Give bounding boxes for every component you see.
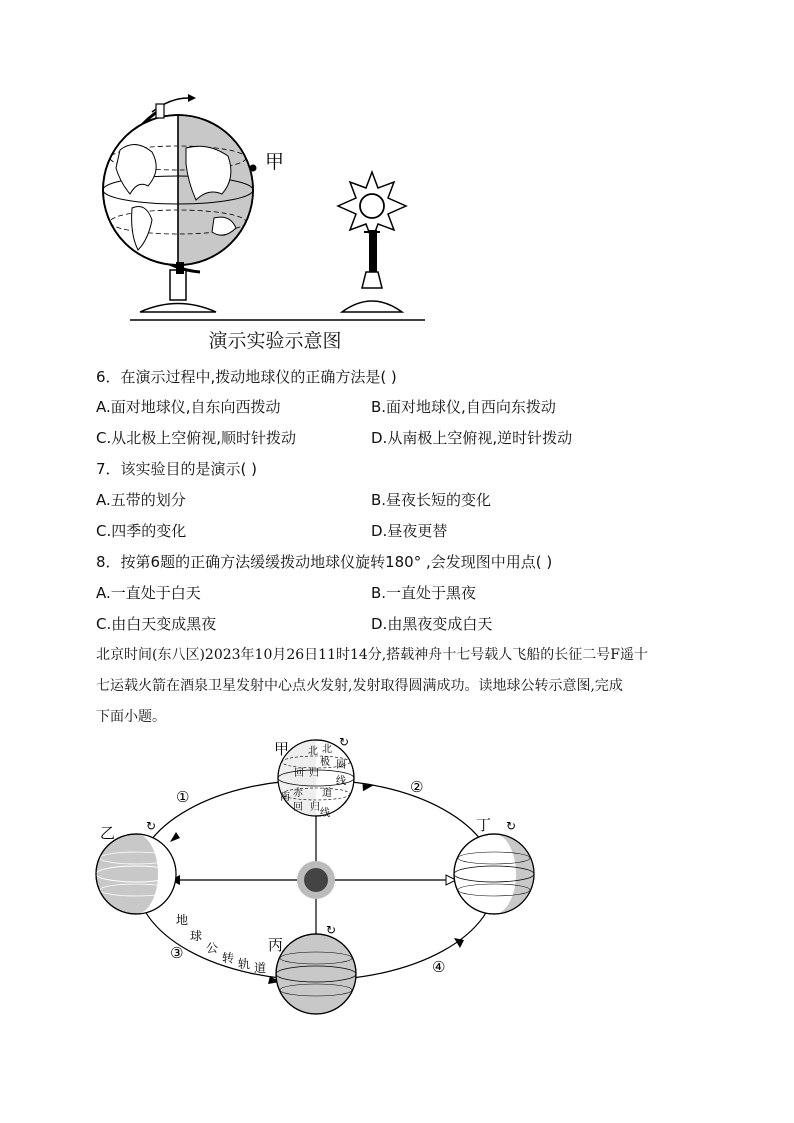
question-8-option-a: A.一直处于白天 xyxy=(96,584,201,602)
svg-text:线: 线 xyxy=(336,776,346,787)
svg-text:极: 极 xyxy=(320,757,330,768)
question-7-option-a: A.五带的划分 xyxy=(96,491,186,509)
passage-line-2: 七运载火箭在酒泉卫星发射中心点火发射,发射取得圆满成功。读地球公转示意图,完成 xyxy=(96,678,623,694)
globe xyxy=(103,115,253,265)
arc-label-4: ④ xyxy=(432,958,446,976)
position-jia-label: 甲 xyxy=(274,740,290,758)
svg-text:道: 道 xyxy=(254,961,267,975)
svg-text:圈: 圈 xyxy=(336,760,346,771)
reading-passage xyxy=(96,640,706,733)
question-8-option-b: B.一直处于黑夜 xyxy=(371,584,477,602)
earth-revolution-diagram xyxy=(88,738,548,1023)
svg-text:地: 地 xyxy=(176,913,189,927)
svg-text:轨: 轨 xyxy=(238,957,251,971)
demonstration-figure xyxy=(90,90,440,355)
passage-line-1: 北京时间(东八区)2023年10月26日11时14分,搭载神舟十七号载人飞船的长征二号F遥十 xyxy=(96,647,648,663)
point-jia-marker xyxy=(250,165,257,172)
svg-text:归: 归 xyxy=(309,768,319,779)
svg-text:转: 转 xyxy=(222,951,235,965)
svg-text:归: 归 xyxy=(310,802,320,813)
question-7-stem: 7．该实验目的是演示( ) xyxy=(96,460,258,478)
svg-text:北: 北 xyxy=(322,744,332,755)
svg-text:北: 北 xyxy=(308,746,318,757)
svg-text:南: 南 xyxy=(280,792,290,803)
position-ding-label: 丁 xyxy=(476,816,492,834)
earth-position-yi xyxy=(96,834,176,914)
arc-label-1: ① xyxy=(176,788,190,806)
svg-text:线: 线 xyxy=(320,808,330,819)
question-6-option-b: B.面对地球仪,自西向东拨动 xyxy=(371,398,556,416)
svg-text:赤: 赤 xyxy=(293,788,303,799)
question-6-option-a: A.面对地球仪,自东向西拨动 xyxy=(96,398,281,416)
passage-line-3: 下面小题。 xyxy=(96,709,166,725)
question-8-stem: 8．按第6题的正确方法缓缓拨动地球仪旋转180° ,会发现图中用点( ) xyxy=(96,553,553,571)
svg-text:回: 回 xyxy=(294,768,304,779)
position-bing-label: 丙 xyxy=(268,936,284,954)
position-yi-label: 乙 xyxy=(100,824,116,842)
question-7-option-c: C.四季的变化 xyxy=(96,522,187,540)
question-6-option-c: C.从北极上空俯视,顺时针拨动 xyxy=(96,429,297,447)
orbit-arrow-1 xyxy=(170,832,180,842)
point-jia-label: 甲 xyxy=(265,151,285,173)
axis-arrow-ding: ↻ xyxy=(506,819,517,833)
axis-arrow-jia: ↻ xyxy=(339,738,350,749)
earth-position-ding xyxy=(454,834,534,914)
arc-label-3: ③ xyxy=(170,944,184,962)
globe-stand xyxy=(140,270,216,312)
sun-icon xyxy=(297,861,335,899)
orbit-arrow-2 xyxy=(360,781,374,795)
question-7-option-b: B.昼夜长短的变化 xyxy=(371,491,492,509)
question-7-option-d: D.昼夜更替 xyxy=(371,522,448,540)
question-6-stem: 6．在演示过程中,拨动地球仪的正确方法是( ) xyxy=(96,368,397,386)
question-6-option-d: D.从南极上空俯视,逆时针拨动 xyxy=(371,429,573,447)
svg-text:回: 回 xyxy=(293,802,303,813)
svg-text:公: 公 xyxy=(206,941,219,955)
svg-text:球: 球 xyxy=(190,929,203,943)
question-8-option-d: D.由黑夜变成白天 xyxy=(371,615,493,633)
figure-caption: 演示实验示意图 xyxy=(208,330,342,352)
lamp-icon xyxy=(338,172,406,312)
axis-arrow-yi: ↻ xyxy=(146,819,157,833)
earth-position-bing xyxy=(276,934,356,1014)
arc-label-2: ② xyxy=(410,778,424,796)
svg-text:道: 道 xyxy=(322,788,332,799)
question-8-option-c: C.由白天变成黑夜 xyxy=(96,615,217,633)
axis-arrow-bing: ↻ xyxy=(326,923,337,937)
